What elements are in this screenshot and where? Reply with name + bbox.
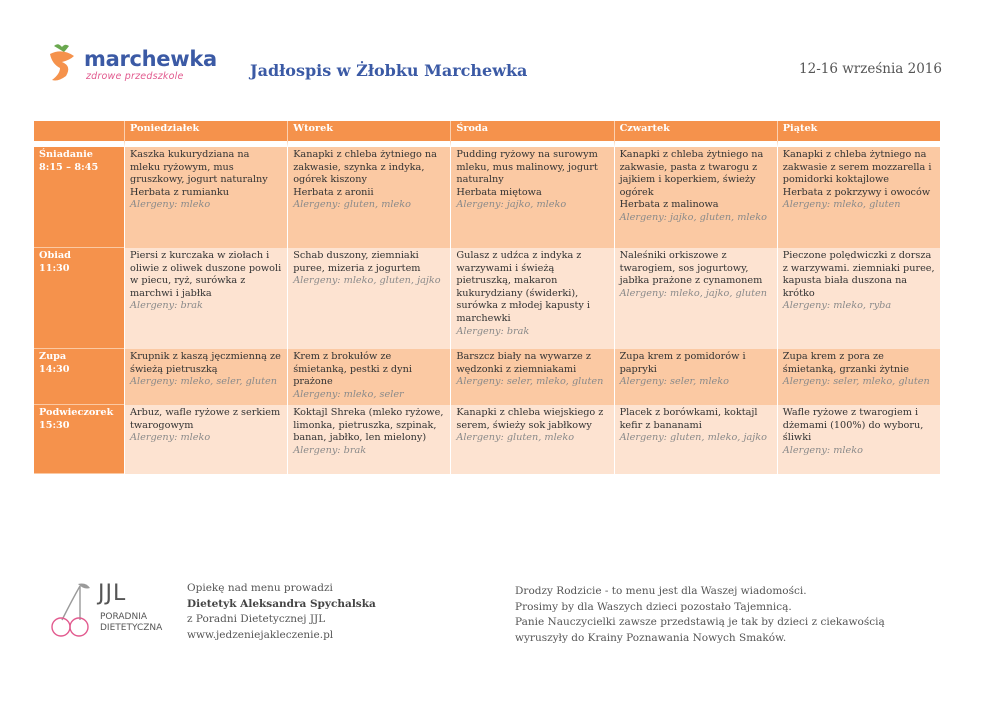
day-header: Czwartek [614, 121, 777, 147]
jjl-letters: JJL [98, 581, 127, 606]
logo-tagline: zdrowe przedszkole [86, 71, 184, 82]
day-header: Poniedziałek [124, 121, 287, 147]
dish-text: Herbata z rumianku [130, 186, 229, 198]
cherries-icon [48, 580, 94, 640]
allergens-text: Alergeny: mleko, jajko, gluten [619, 287, 767, 299]
menu-cell [614, 147, 777, 248]
page-title: Jadłospis w Żłobku Marchewka [250, 61, 528, 80]
carrot-icon [44, 42, 82, 86]
dish-text: Piersi z kurczaka w ziołach i oliwie z oliwek duszone powoli w piecu, ryż, surówka z marchwi i jabłka [130, 250, 282, 299]
meal-row [34, 248, 940, 349]
allergens-text: Alergeny: brak [293, 444, 367, 456]
care-line: Opiekę nad menu prowadzi [187, 582, 333, 594]
allergens-text: Alergeny: gluten, mleko [293, 199, 411, 211]
meal-label-cell [34, 405, 124, 474]
dish-text: Herbata z malinowa [619, 199, 719, 211]
care-line: z Poradni Dietetycznej JJL [187, 613, 326, 625]
allergens-text: Alergeny: seler, mleko, gluten [456, 376, 604, 388]
meal-label-cell [34, 349, 124, 405]
allergens-text: Alergeny: mleko [782, 444, 863, 456]
meal-row [34, 349, 940, 405]
meal-name: Podwieczorek [39, 407, 114, 418]
menu-cell [450, 147, 613, 248]
menu-cell [614, 248, 777, 349]
meal-time: 14:30 [39, 363, 70, 375]
logo-wordmark: marchewka [84, 47, 217, 71]
day-header-row [34, 121, 940, 147]
parents-line: wyruszyły do Krainy Poznawania Nowych Smaków. [515, 631, 787, 644]
parents-note [515, 584, 885, 646]
dish-text: Herbata miętowa [456, 186, 542, 198]
day-header: Wtorek [287, 121, 450, 147]
menu-cell [450, 405, 613, 474]
dish-text: Pieczone polędwiczki z dorsza z warzywami. ziemniaki puree, kapusta biała duszona na krótko [782, 250, 935, 299]
allergens-text: Alergeny: mleko, gluten, jajko [293, 275, 441, 287]
jjl-subtitle-1: PORADNIA [100, 612, 148, 622]
dish-text: Herbata z pokrzywy i owoców [782, 186, 931, 198]
allergens-text: Alergeny: jajko, mleko [456, 199, 567, 211]
menu-cell [777, 405, 940, 474]
menu-cell [124, 405, 287, 474]
allergens-text: Alergeny: gluten, mleko, jajko [619, 432, 767, 444]
allergens-text: Alergeny: brak [456, 325, 530, 337]
allergens-text: Alergeny: seler, mleko [619, 376, 729, 388]
meal-row [34, 147, 940, 248]
allergens-text: Alergeny: jajko, gluten, mleko [619, 211, 767, 223]
dietitian-name: Dietetyk Aleksandra Spychalska [187, 597, 376, 610]
menu-cell [777, 248, 940, 349]
allergens-text: Alergeny: mleko, ryba [782, 300, 892, 312]
meal-name: Śniadanie [39, 149, 93, 160]
menu-cell [287, 248, 450, 349]
dish-text: Kanapki z chleba wiejskiego z serem, świeży sok jabłkowy [456, 407, 604, 431]
meal-label-cell [34, 248, 124, 349]
menu-cell [287, 405, 450, 474]
dish-text: Krupnik z kaszą jęczmienną ze świeżą pietruszką [130, 351, 281, 375]
menu-cell [124, 248, 287, 349]
dish-text: Arbuz, wafle ryżowe z serkiem twarogowym [130, 407, 281, 431]
dish-text: Pudding ryżowy na surowym mleku, mus malinowy, jogurt naturalny [456, 149, 598, 186]
website-link[interactable]: www.jedzeniejakleczenie.pl [187, 628, 334, 641]
dish-text: Herbata z aronii [293, 186, 374, 198]
allergens-text: Alergeny: mleko, gluten [782, 199, 901, 211]
dish-text: Kaszka kukurydziana na mleku ryżowym, mus gruszkowy, jogurt naturalny [130, 149, 268, 186]
dish-text: Koktajl Shreka (mleko ryżowe, limonka, pietruszka, szpinak, banan, jabłko, len mielony) [293, 407, 444, 444]
menu-cell [777, 349, 940, 405]
meal-label-cell [34, 147, 124, 248]
menu-cell [124, 147, 287, 248]
meal-row [34, 405, 940, 474]
parents-line: Drodzy Rodzicie - to menu jest dla Waszej wiadomości. [515, 585, 807, 597]
dish-text: Barszcz biały na wywarze z wędzonki z ziemniakami [456, 351, 591, 375]
dish-text: Kanapki z chleba żytniego na zakwasie z serem mozzarella i pomidorki koktajlowe [782, 149, 932, 186]
menu-body [34, 147, 940, 474]
day-header: Środa [450, 121, 613, 147]
menu-cell [287, 349, 450, 405]
menu-cell [614, 349, 777, 405]
meal-time: 8:15 – 8:45 [39, 161, 99, 173]
allergens-text: Alergeny: mleko [130, 199, 211, 211]
parents-line: Prosimy by dla Waszych dzieci pozostało Tajemnicą. [515, 600, 792, 613]
meal-time: 15:30 [39, 419, 70, 431]
allergens-text: Alergeny: mleko, seler, gluten [130, 376, 277, 388]
menu-cell [614, 405, 777, 474]
menu-cell [777, 147, 940, 248]
allergens-text: Alergeny: seler, mleko, gluten [782, 376, 930, 388]
dish-text: Krem z brokułów ze śmietanką, pestki z dyni prażone [293, 351, 412, 388]
menu-cell [450, 248, 613, 349]
dish-text: Kanapki z chleba żytniego na zakwasie, szynka z indyka, ogórek kiszony [293, 149, 437, 186]
menu-cell [450, 349, 613, 405]
menu-cell [124, 349, 287, 405]
dish-text: Schab duszony, ziemniaki puree, mizeria z jogurtem [293, 250, 421, 274]
dish-text: Wafle ryżowe z twarogiem i dżemami (100%) do wyboru, śliwki [782, 407, 924, 444]
dish-text: Zupa krem z pomidorów i papryki [619, 351, 746, 375]
menu-date-range: 12-16 września 2016 [799, 61, 942, 77]
parents-line: Panie Nauczycielki zawsze przedstawią je tak by dzieci z ciekawością [515, 616, 885, 628]
allergens-text: Alergeny: mleko [130, 432, 211, 444]
allergens-text: Alergeny: gluten, mleko [456, 432, 575, 444]
dish-text: Naleśniki orkiszowe z twarogiem, sos jogurtowy, jabłka prażone z cynamonem [619, 250, 763, 287]
jjl-logo [48, 580, 178, 640]
allergens-text: Alergeny: mleko, seler [293, 388, 404, 400]
corner-cell [34, 121, 124, 147]
allergens-text: Alergeny: brak [130, 300, 203, 312]
dish-text: Kanapki z chleba żytniego na zakwasie, pasta z twarogu z jajkiem i koperkiem, świeży ogórek [619, 149, 764, 198]
dish-text: Placek z borówkami, koktajl kefir z bananami [619, 407, 758, 431]
dish-text: Zupa krem z pora ze śmietanką, grzanki żytnie [782, 351, 909, 375]
dish-text: Gulasz z udźca z indyka z warzywami i świeżą pietruszką, makaron kukurydziany (świderki), surówka z młodej kapusty i marchewki [456, 250, 591, 324]
meal-name: Obiad [39, 250, 71, 261]
menu-cell [287, 147, 450, 248]
marchewka-logo [44, 42, 234, 86]
day-header: Piątek [777, 121, 940, 147]
dietitian-note [187, 581, 376, 643]
meal-name: Zupa [39, 351, 67, 362]
menu-table [34, 121, 940, 474]
meal-time: 11:30 [39, 262, 70, 274]
jjl-subtitle-2: DIETETYCZNA [100, 623, 163, 633]
